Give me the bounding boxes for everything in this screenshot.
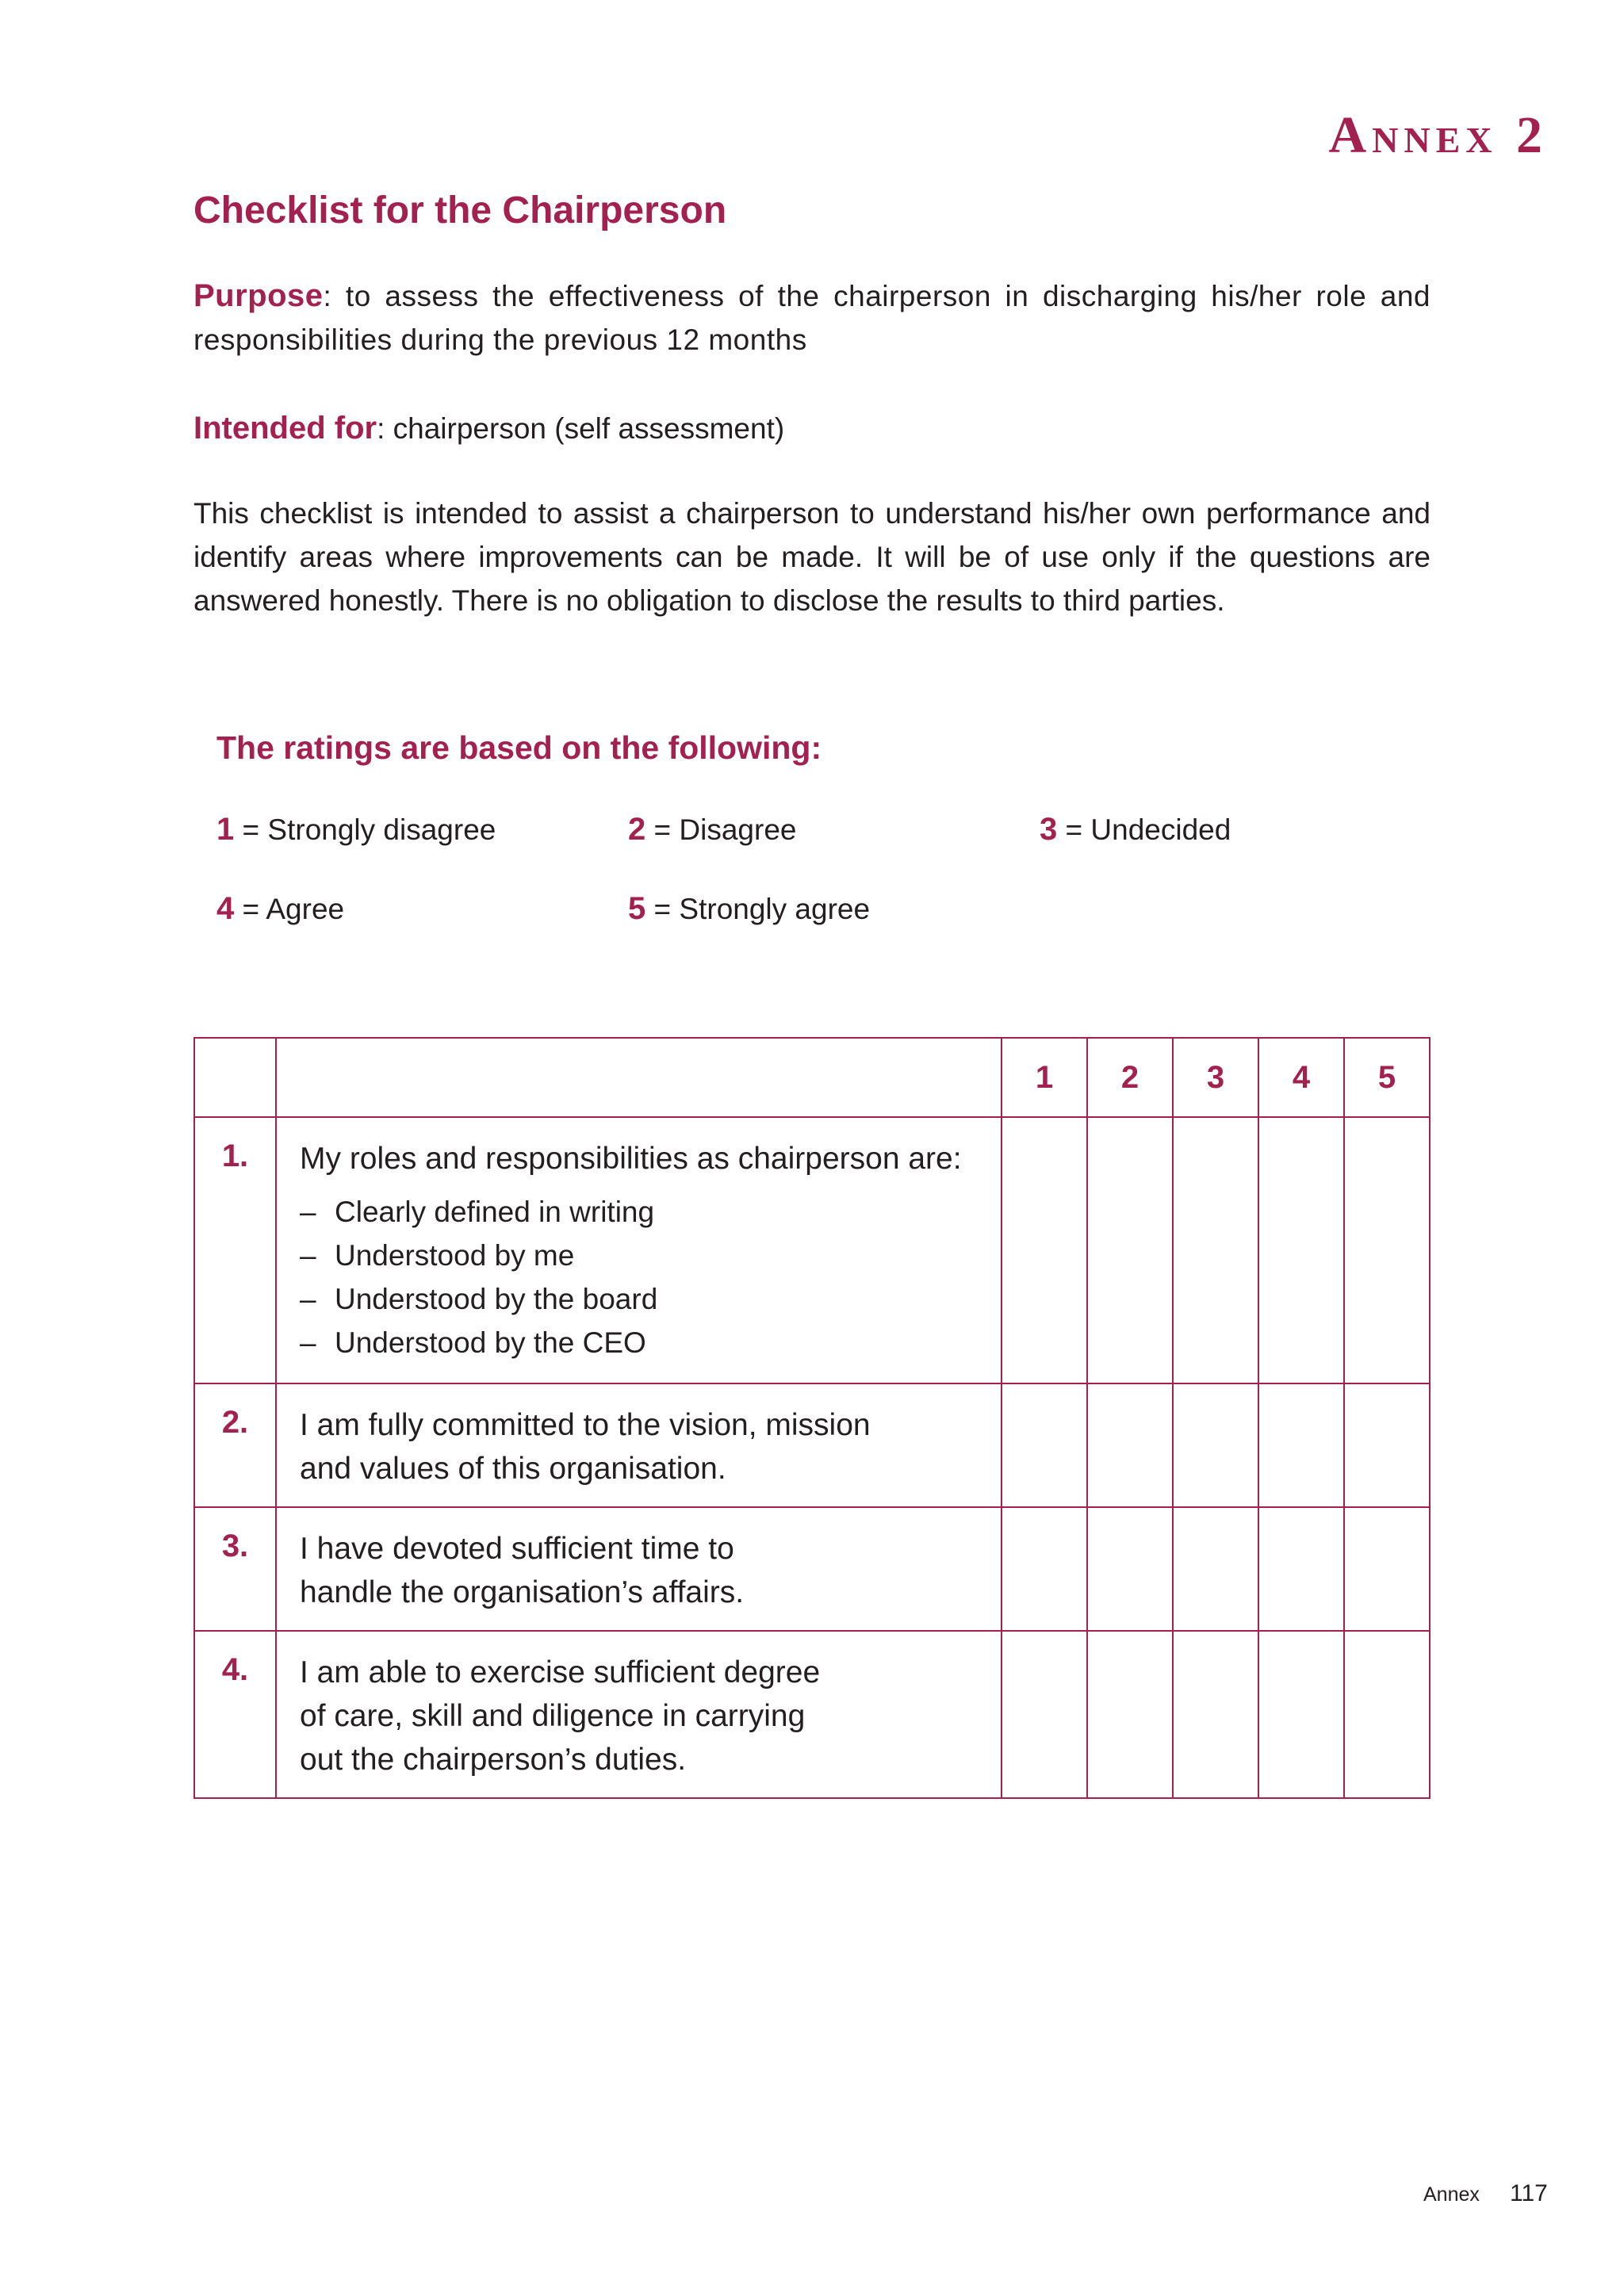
rating-number: 5: [628, 891, 646, 926]
rating-cell-3[interactable]: [1173, 1507, 1258, 1631]
rating-cell-2[interactable]: [1087, 1507, 1173, 1631]
bullet-item: – Understood by the board: [300, 1277, 985, 1321]
rating-text: = Strongly disagree: [234, 813, 496, 846]
bullet-item: – Clearly defined in writing: [300, 1190, 985, 1234]
checklist-table: [193, 1037, 1431, 1799]
rating-cell-3[interactable]: [1173, 1117, 1258, 1383]
rating-cell-2[interactable]: [1087, 1631, 1173, 1798]
purpose-label: Purpose: [193, 278, 324, 313]
rating-cell-3[interactable]: [1173, 1383, 1258, 1507]
statement-line: handle the organisation’s affairs.: [300, 1575, 745, 1609]
statement-cell: [276, 1507, 1002, 1631]
rating-number: 3: [1040, 812, 1058, 847]
rating-cell-3[interactable]: [1173, 1631, 1258, 1798]
table-row: [194, 1631, 1430, 1798]
statement-cell: [276, 1117, 1002, 1383]
rating-cell-5[interactable]: [1344, 1117, 1430, 1383]
rating-number: 1: [216, 812, 235, 847]
rating-cell-2[interactable]: [1087, 1383, 1173, 1507]
page-title: Checklist for the Chairperson: [193, 189, 727, 232]
bullet-item: – Understood by me: [300, 1234, 985, 1277]
table-row: [194, 1383, 1430, 1507]
purpose-paragraph: [193, 274, 1431, 362]
statement-line: out the chairperson’s duties.: [300, 1743, 687, 1777]
statement-line: I have devoted sufficient time to: [300, 1532, 734, 1566]
rating-cell-1[interactable]: [1002, 1117, 1087, 1383]
page-number: 117: [1510, 2180, 1548, 2206]
intended-for-paragraph: [193, 407, 1431, 450]
rating-cell-4[interactable]: [1258, 1383, 1344, 1507]
rating-text: = Agree: [234, 893, 345, 925]
footer-section-label: Annex: [1423, 2183, 1480, 2206]
rating-number: 2: [628, 812, 646, 847]
rating-cell-4[interactable]: [1258, 1631, 1344, 1798]
rating-header: 1: [1002, 1038, 1087, 1117]
rating-cell-4[interactable]: [1258, 1117, 1344, 1383]
rating-text: = Disagree: [645, 813, 797, 846]
rating-text: = Strongly agree: [645, 893, 871, 925]
statement-line: and values of this organisation.: [300, 1452, 726, 1486]
rating-header: 4: [1258, 1038, 1344, 1117]
statement-cell: [276, 1631, 1002, 1798]
header-blank-cell: [194, 1038, 276, 1117]
row-number: 2.: [194, 1383, 276, 1507]
statement-line: of care, skill and diligence in carrying: [300, 1699, 806, 1733]
intended-for-label: Intended for: [193, 411, 377, 446]
rating-cell-1[interactable]: [1002, 1383, 1087, 1507]
table-header-row: [194, 1038, 1430, 1117]
statement-line: I am fully committed to the vision, mission: [300, 1408, 871, 1442]
bullet-item: – Understood by the CEO: [300, 1321, 985, 1364]
intro-paragraph: This checklist is intended to assist a chairperson to understand his/her own performance and identify areas where improvements can be made. It will be of use only if the questions are answered honestly. There is no obligation to disclose the results to third parties.: [193, 497, 1431, 617]
rating-text: = Undecided: [1057, 813, 1231, 846]
table-row: [194, 1507, 1430, 1631]
statement-text: My roles and responsibilities as chairperson are:: [300, 1142, 962, 1176]
rating-cell-1[interactable]: [1002, 1507, 1087, 1631]
rating-cell-5[interactable]: [1344, 1631, 1430, 1798]
rating-cell-4[interactable]: [1258, 1507, 1344, 1631]
rating-header: 2: [1087, 1038, 1173, 1117]
ratings-heading: The ratings are based on the following:: [216, 729, 822, 766]
statement-line: I am able to exercise sufficient degree: [300, 1655, 821, 1689]
rating-number: 4: [216, 891, 235, 926]
rating-cell-5[interactable]: [1344, 1507, 1430, 1631]
intended-for-text: : chairperson (self assessment): [377, 412, 785, 445]
rating-cell-2[interactable]: [1087, 1117, 1173, 1383]
table-row: [194, 1117, 1430, 1383]
rating-legend-5: [628, 891, 870, 927]
row-number: 4.: [194, 1631, 276, 1798]
rating-legend-1: [216, 812, 496, 848]
row-number: 1.: [194, 1117, 276, 1383]
statement-bullets: [300, 1190, 985, 1364]
rating-header: 3: [1173, 1038, 1258, 1117]
rating-legend-4: [216, 891, 344, 927]
rating-cell-5[interactable]: [1344, 1383, 1430, 1507]
rating-legend-2: [628, 812, 797, 848]
header-blank-cell: [276, 1038, 1002, 1117]
row-number: 3.: [194, 1507, 276, 1631]
rating-cell-1[interactable]: [1002, 1631, 1087, 1798]
annex-title: Annex 2: [1328, 106, 1548, 164]
statement-cell: [276, 1383, 1002, 1507]
rating-legend-3: [1040, 812, 1231, 848]
rating-header: 5: [1344, 1038, 1430, 1117]
purpose-text: : to assess the effectiveness of the chairperson in discharging his/her role and responsibilities during the previous 12 months: [193, 280, 1431, 356]
